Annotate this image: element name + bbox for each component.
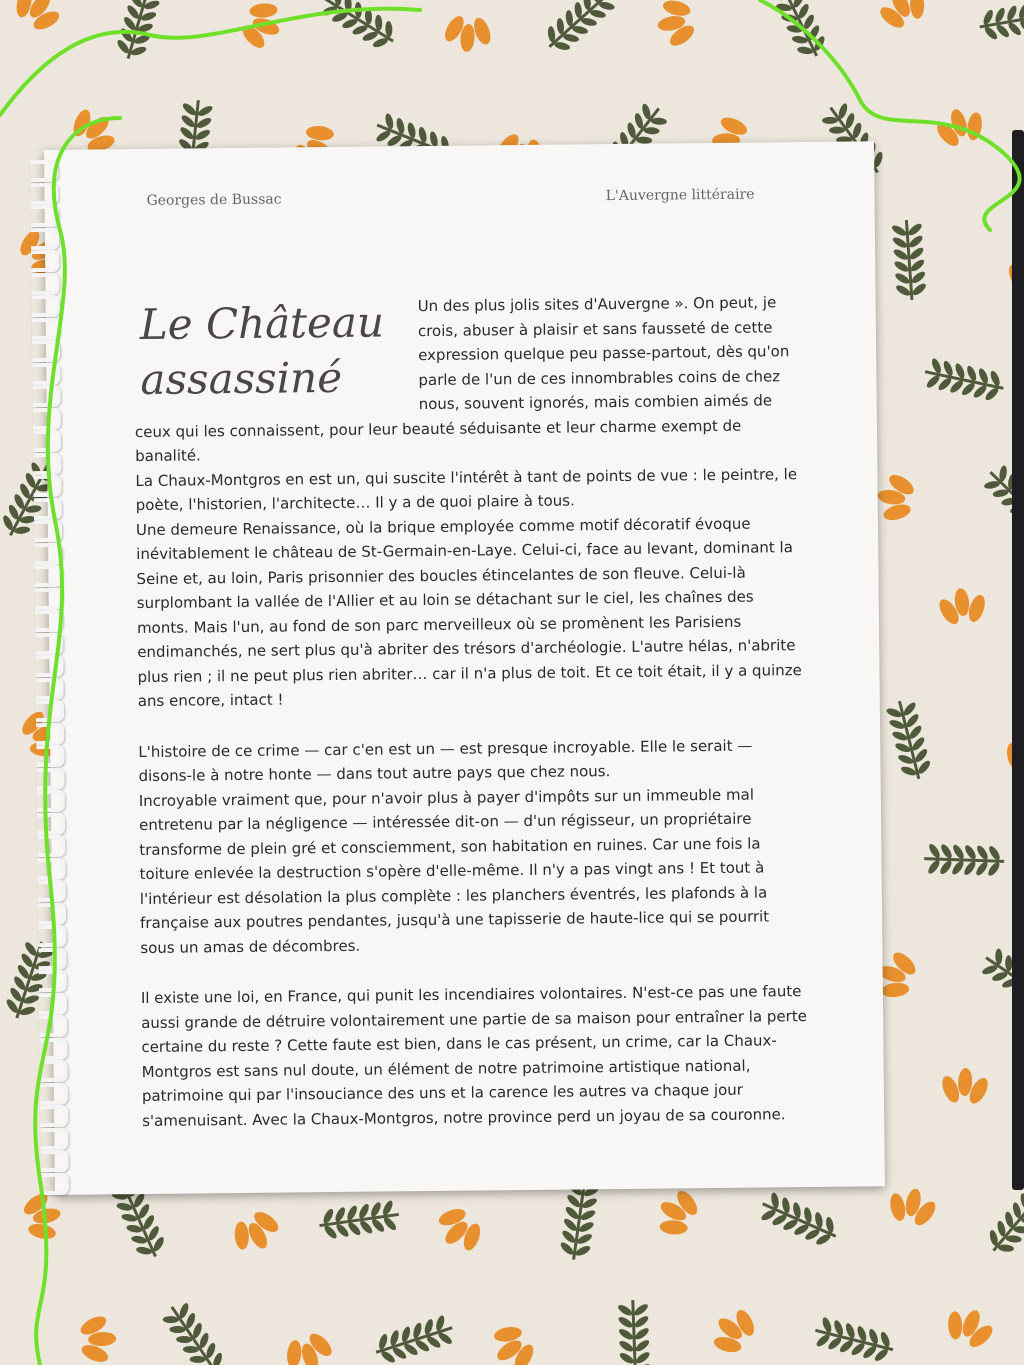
binding-coil: [38, 925, 66, 947]
flower-motif: [234, 0, 288, 56]
flower-motif: [77, 1312, 117, 1365]
binding-coil: [35, 610, 63, 632]
flower-motif: [938, 1067, 992, 1107]
binding-coil: [38, 947, 66, 969]
leaf-sprig: [924, 842, 1005, 878]
binding-coil: [36, 767, 64, 789]
binding-coil: [34, 565, 62, 587]
leaf-sprig: [112, 0, 166, 63]
binding-coil: [36, 722, 64, 744]
binding-coil: [35, 632, 63, 654]
binding-coil: [39, 992, 67, 1014]
flower-motif: [938, 1300, 1001, 1355]
flower-motif: [930, 102, 991, 153]
binding-coil: [30, 160, 58, 182]
binding-coil: [36, 677, 64, 699]
leaf-sprig: [890, 219, 929, 301]
binding-coil: [39, 1015, 67, 1037]
flower-motif: [428, 1197, 492, 1261]
binding-coil: [36, 745, 64, 767]
paragraph-1: Un des plus jolis sites d'Auvergne ». On peut, je crois, abuser à plaisir et sans fausseté de cette expression quelque peu passe-partout, dès qu'on parle de l'un de ces innombrables coins de chez nous, souvent ignorés, mais combien aimés de ceux qui les connaissent, pour leur beauté séduisante et leur charme exempt de banalité.: [134, 293, 790, 466]
binding-coil: [32, 295, 60, 317]
binding-coil: [39, 1037, 67, 1059]
binding-coil: [38, 902, 66, 924]
leaf-sprig: [538, 0, 620, 59]
binding-coil: [31, 272, 59, 294]
leaf-sprig: [371, 1312, 457, 1365]
leaf-sprig: [158, 1298, 230, 1365]
leaf-sprig: [981, 1179, 1024, 1262]
binding-coil: [32, 317, 60, 339]
binding-coil: [35, 587, 63, 609]
binding-coil: [32, 340, 60, 362]
binding-coil: [37, 790, 65, 812]
binding-coil: [31, 250, 59, 272]
binding-coil: [30, 182, 58, 204]
binding-coil: [41, 1172, 69, 1194]
leaf-sprig: [883, 697, 934, 783]
binding-coil: [32, 385, 60, 407]
binding-coil: [40, 1082, 68, 1104]
leaf-sprig: [557, 1178, 601, 1262]
article-title: Le Château assassiné: [139, 297, 385, 405]
flower-motif: [648, 1181, 706, 1245]
author-header: Georges de Bussac: [146, 191, 282, 209]
binding-coil: [35, 655, 63, 677]
binding-coil: [34, 542, 62, 564]
flower-motif: [871, 0, 935, 37]
binding-coil: [34, 497, 62, 519]
binding-coil: [37, 812, 65, 834]
flower-motif: [440, 12, 496, 54]
leaf-sprig: [317, 1198, 401, 1242]
binding-coil: [39, 970, 67, 992]
binding-coil: [40, 1127, 68, 1149]
flower-motif: [277, 1326, 339, 1365]
leaf-sprig: [811, 1314, 897, 1365]
paragraph-5: Incroyable vraiment que, pour n'avoir plus à payer d'impôts sur un immeuble mal entretenu par la négligence — intéressée dit-on — d'un régisseur, un propriétaire transforme de plein gré et consciemment, son habitation en ruines. Car une fois la toiture enlevée la destruction s'opère d'elle-même. Il n'y a pas vingt ans ! Et tout à l'intérieur est désolation la plus complète : les planchers éventrés, les plafonds à la française aux poutres pendantes, jusqu'à une tapisserie de haute-lice qui se pourrit sous un amas de décombres.: [138, 785, 770, 957]
flower-motif: [653, 0, 700, 52]
leaf-sprig: [767, 0, 832, 63]
paragraph-6: Il existe une loi, en France, qui punit les incendiaires volontaires. N'est-ce pas une faute aussi grande de détruire volontairement une partie de sa maison pour entraîner la perte certaine du reste ? Cette faute est bien, dans le cas présent, un crime, car la Chaux-Montgros est sans nul doute, un élément de notre patrimoine artistique national, patrimoine qui par l'insouciance des uns et la carence les autres va chaque jour s'amenuisant. Avec la Chaux-Montgros, notre province perd un joyau de sa couronne.: [140, 982, 807, 1130]
leaf-sprig: [316, 0, 401, 55]
flower-motif: [934, 585, 991, 629]
flower-motif: [873, 469, 918, 527]
paragraph-4: L'histoire de ce crime — car c'en est un — est presque incroyable. Elle le serait — disons-le à notre honte — dans tout autre pays que chez nous.: [138, 736, 753, 786]
binding-coil: [33, 430, 61, 452]
binding-coil: [33, 452, 61, 474]
binding-coil: [40, 1150, 68, 1172]
binding-coil: [34, 520, 62, 542]
flower-motif: [483, 1315, 544, 1365]
binding-coil: [31, 227, 59, 249]
leaf-sprig: [977, 0, 1024, 43]
flower-motif: [18, 1187, 67, 1247]
leaf-sprig: [756, 1189, 843, 1252]
document-page: [44, 141, 885, 1195]
flower-motif: [882, 1183, 942, 1232]
flower-motif: [223, 1202, 287, 1260]
flower-motif: [5, 0, 70, 40]
publication-header: L'Auvergne littéraire: [605, 186, 755, 205]
binding-coil: [33, 407, 61, 429]
binding-coil: [36, 700, 64, 722]
flower-motif: [703, 1299, 765, 1364]
binding-coil: [38, 880, 66, 902]
binding-coil: [40, 1060, 68, 1082]
binding-coil: [40, 1105, 68, 1127]
paragraph-2: La Chaux-Montgros en est un, qui suscite l'intérêt à tant de points de vue : le peintre, le poète, l'historien, l'architecte… Il y a de quoi plaire à tous.: [135, 464, 798, 515]
binding-coil: [37, 857, 65, 879]
book-edge: [1012, 130, 1024, 1190]
binding-coil: [37, 835, 65, 857]
binding-coil: [33, 475, 61, 497]
article-body: [134, 290, 809, 1133]
binding-coil: [31, 205, 59, 227]
leaf-sprig: [616, 1299, 652, 1365]
binding-coil: [32, 362, 60, 384]
paragraph-3: Une demeure Renaissance, où la brique employée comme motif décoratif évoque inévitablement le château de St-Germain-en-Laye. Celui-ci, face au levant, dominant la Seine et, au loin, Paris prisonnier des boucles étincelantes de son fleuve. Celui-là surplombant la vallée de l'Allier et au loin se détachant sur le ciel, les chaînes des monts. Mais l'un, au fond de son parc merveilleux où se promènent les Parisiens endimanchés, ne sert plus qu'à abriter des trésors d'archéologie. L'autre hélas, n'abrite plus rien ; il ne peut plus rien abriter… car il n'a plus de toit. Et ce toit était, il y a quinze ans encore, intact !: [135, 514, 802, 711]
leaf-sprig: [922, 355, 1007, 404]
